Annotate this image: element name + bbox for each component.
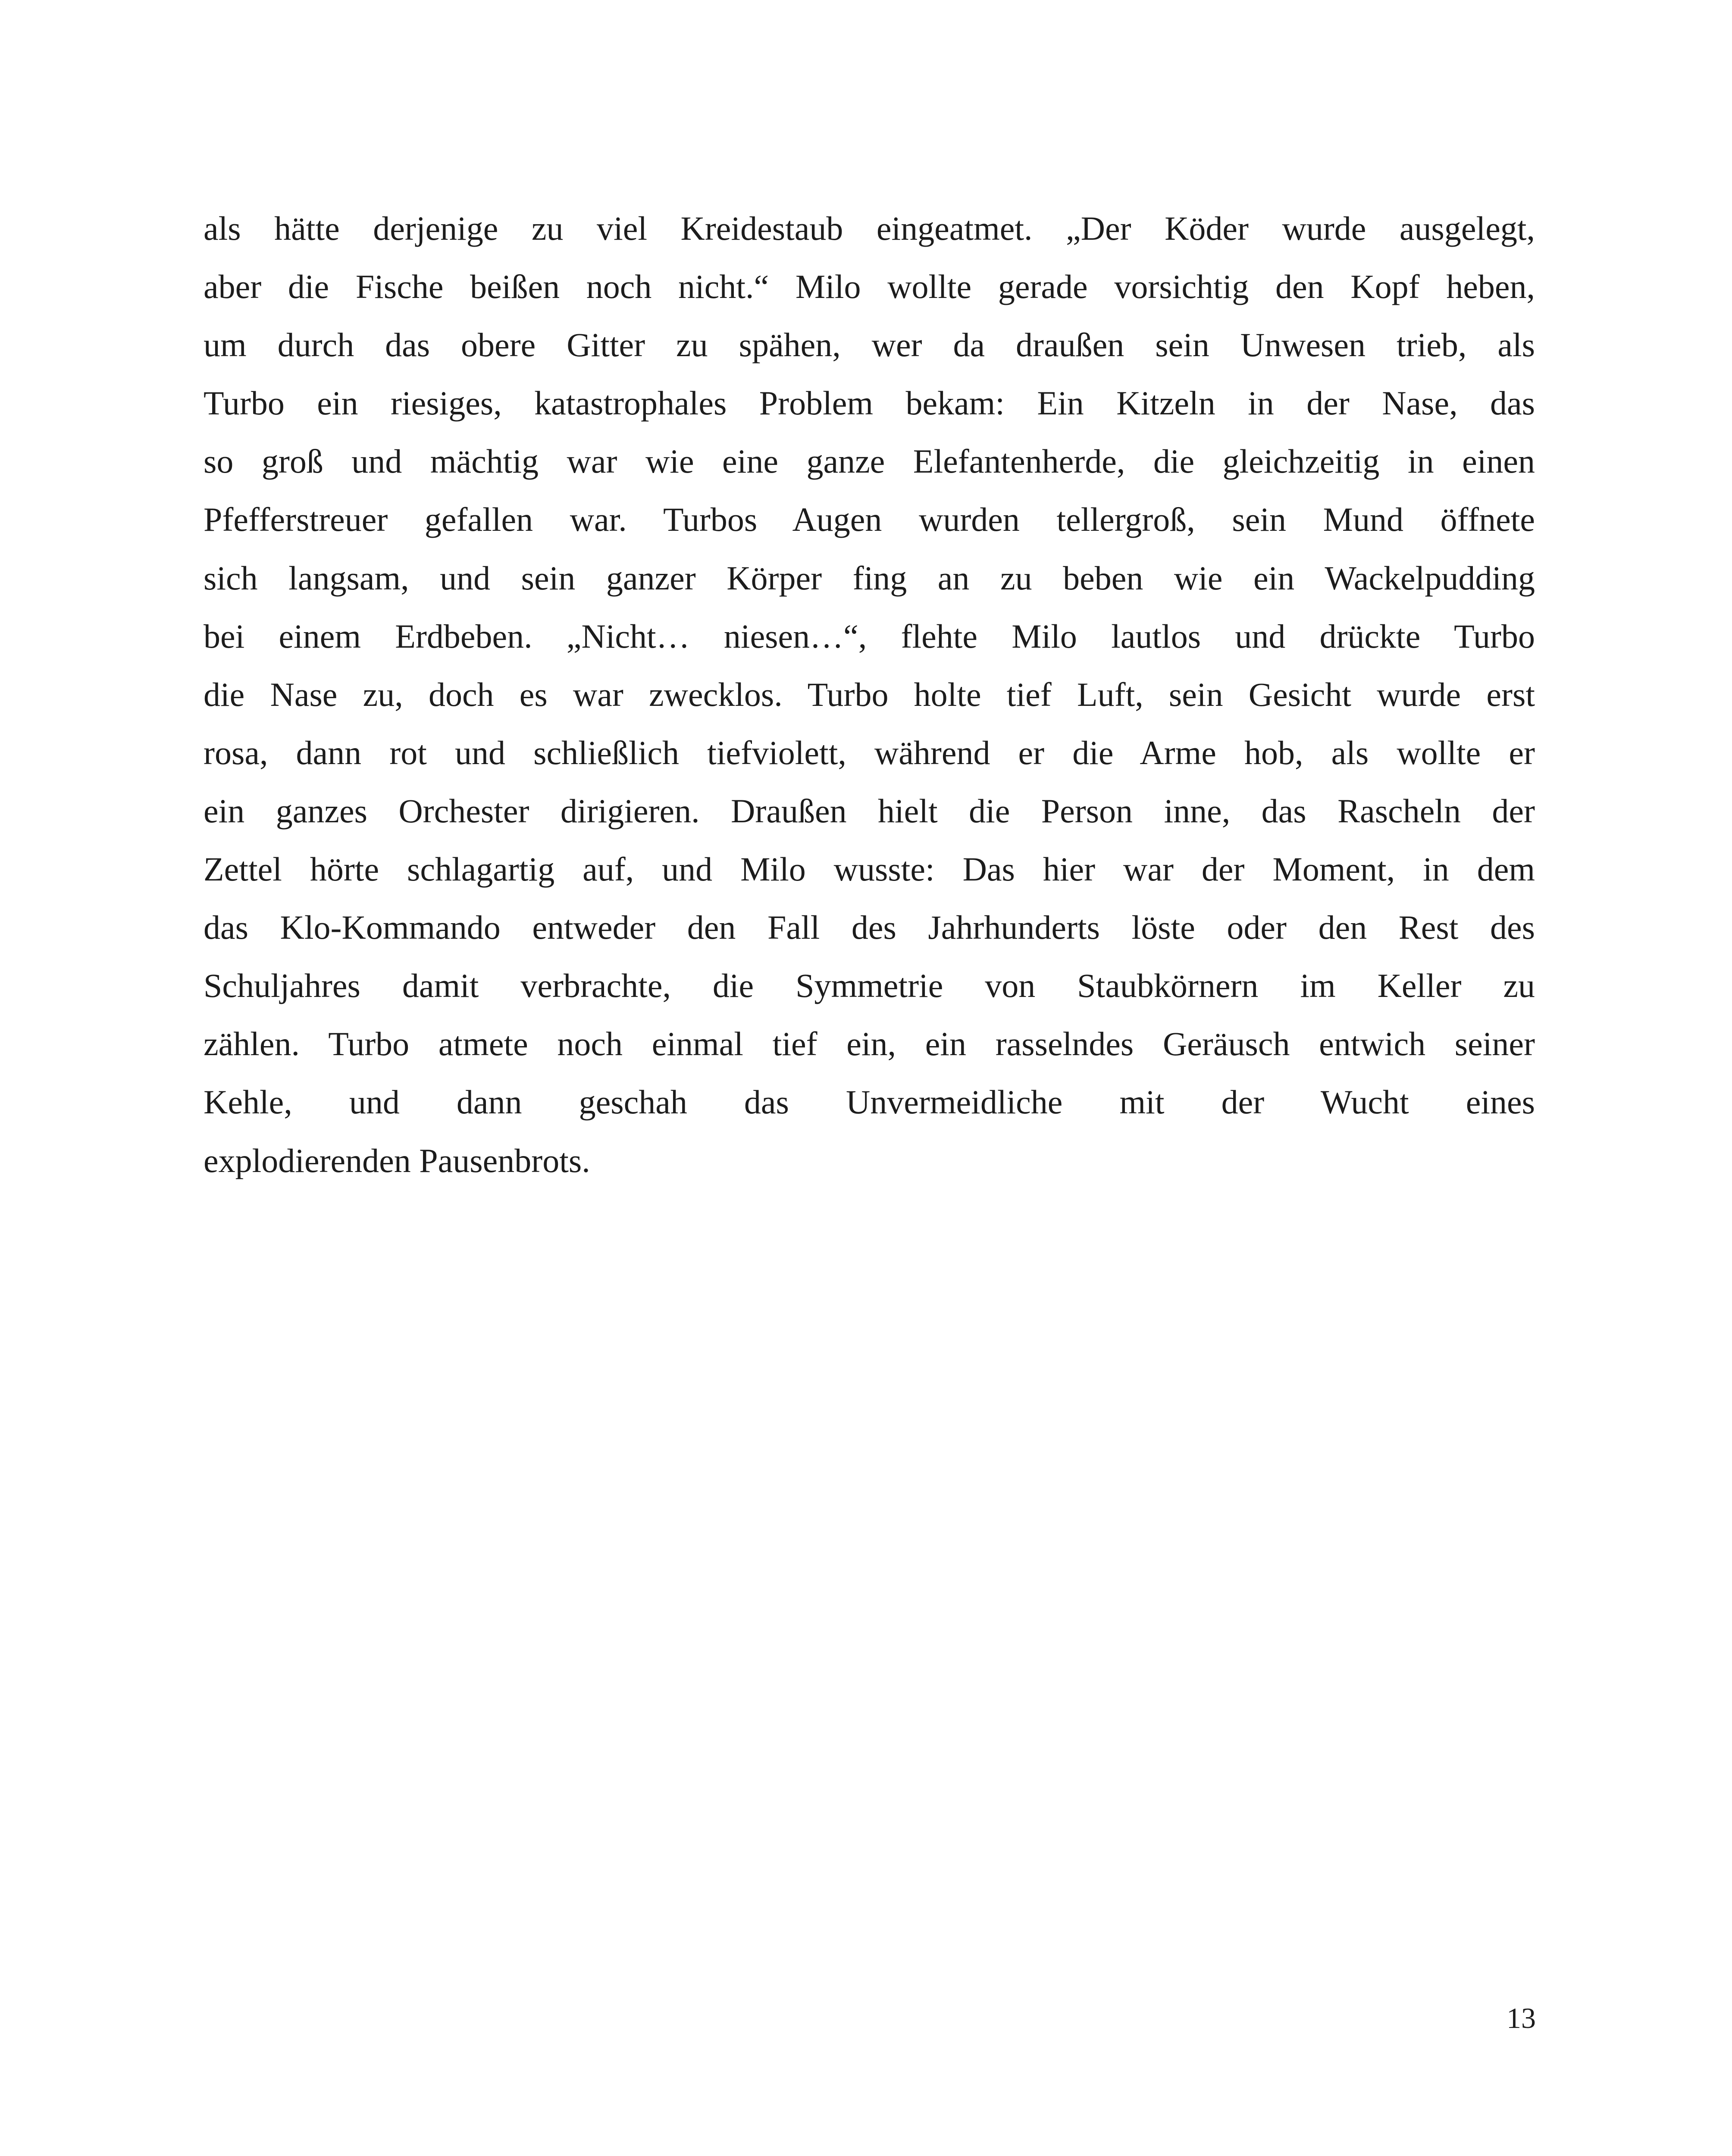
text-line: Kehle, und dann geschah das Unvermeidliche mit der Wucht eines [204, 1083, 1535, 1121]
text-line: um durch das obere Gitter zu spähen, wer da draußen sein Unwesen trieb, als [204, 326, 1535, 364]
text-line: so groß und mächtig war wie eine ganze Elefantenherde, die gleichzeitig in einen [204, 442, 1535, 480]
text-line: zählen. Turbo atmete noch einmal tief ein, ein rasselndes Geräusch entwich seiner [204, 1025, 1535, 1063]
text-line: Schuljahres damit verbrachte, die Symmetrie von Staubkörnern im Keller zu [204, 967, 1535, 1005]
text-line: sich langsam, und sein ganzer Körper fing an zu beben wie ein Wackelpudding [204, 559, 1535, 597]
text-line: Pfefferstreuer gefallen war. Turbos Augen wurden tellergroß, sein Mund öffnete [204, 501, 1535, 539]
page-number: 13 [1506, 2002, 1536, 2034]
text-line: rosa, dann rot und schließlich tiefviolett, während er die Arme hob, als wollte er [204, 733, 1535, 771]
text-line: Turbo ein riesiges, katastrophales Problem bekam: Ein Kitzeln in der Nase, das [204, 384, 1535, 422]
text-line: Zettel hörte schlagartig auf, und Milo wusste: Das hier war der Moment, in dem [204, 850, 1535, 888]
text-line: die Nase zu, doch es war zwecklos. Turbo holte tief Luft, sein Gesicht wurde erst [204, 675, 1535, 713]
text-line: als hätte derjenige zu viel Kreidestaub eingeatmet. „Der Köder wurde ausgelegt, [204, 210, 1535, 247]
text-line: explodierenden Pausenbrots. [204, 1141, 590, 1179]
text-line: das Klo-Kommando entweder den Fall des Jahrhunderts löste oder den Rest des [204, 909, 1535, 946]
text-line: bei einem Erdbeben. „Nicht… niesen…“, flehte Milo lautlos und drückte Turbo [204, 617, 1535, 655]
text-line: ein ganzes Orchester dirigieren. Draußen hielt die Person inne, das Rascheln der [204, 792, 1535, 830]
body-paragraph [204, 199, 1535, 1190]
text-line: aber die Fische beißen noch nicht.“ Milo wollte gerade vorsichtig den Kopf heben, [204, 268, 1535, 306]
